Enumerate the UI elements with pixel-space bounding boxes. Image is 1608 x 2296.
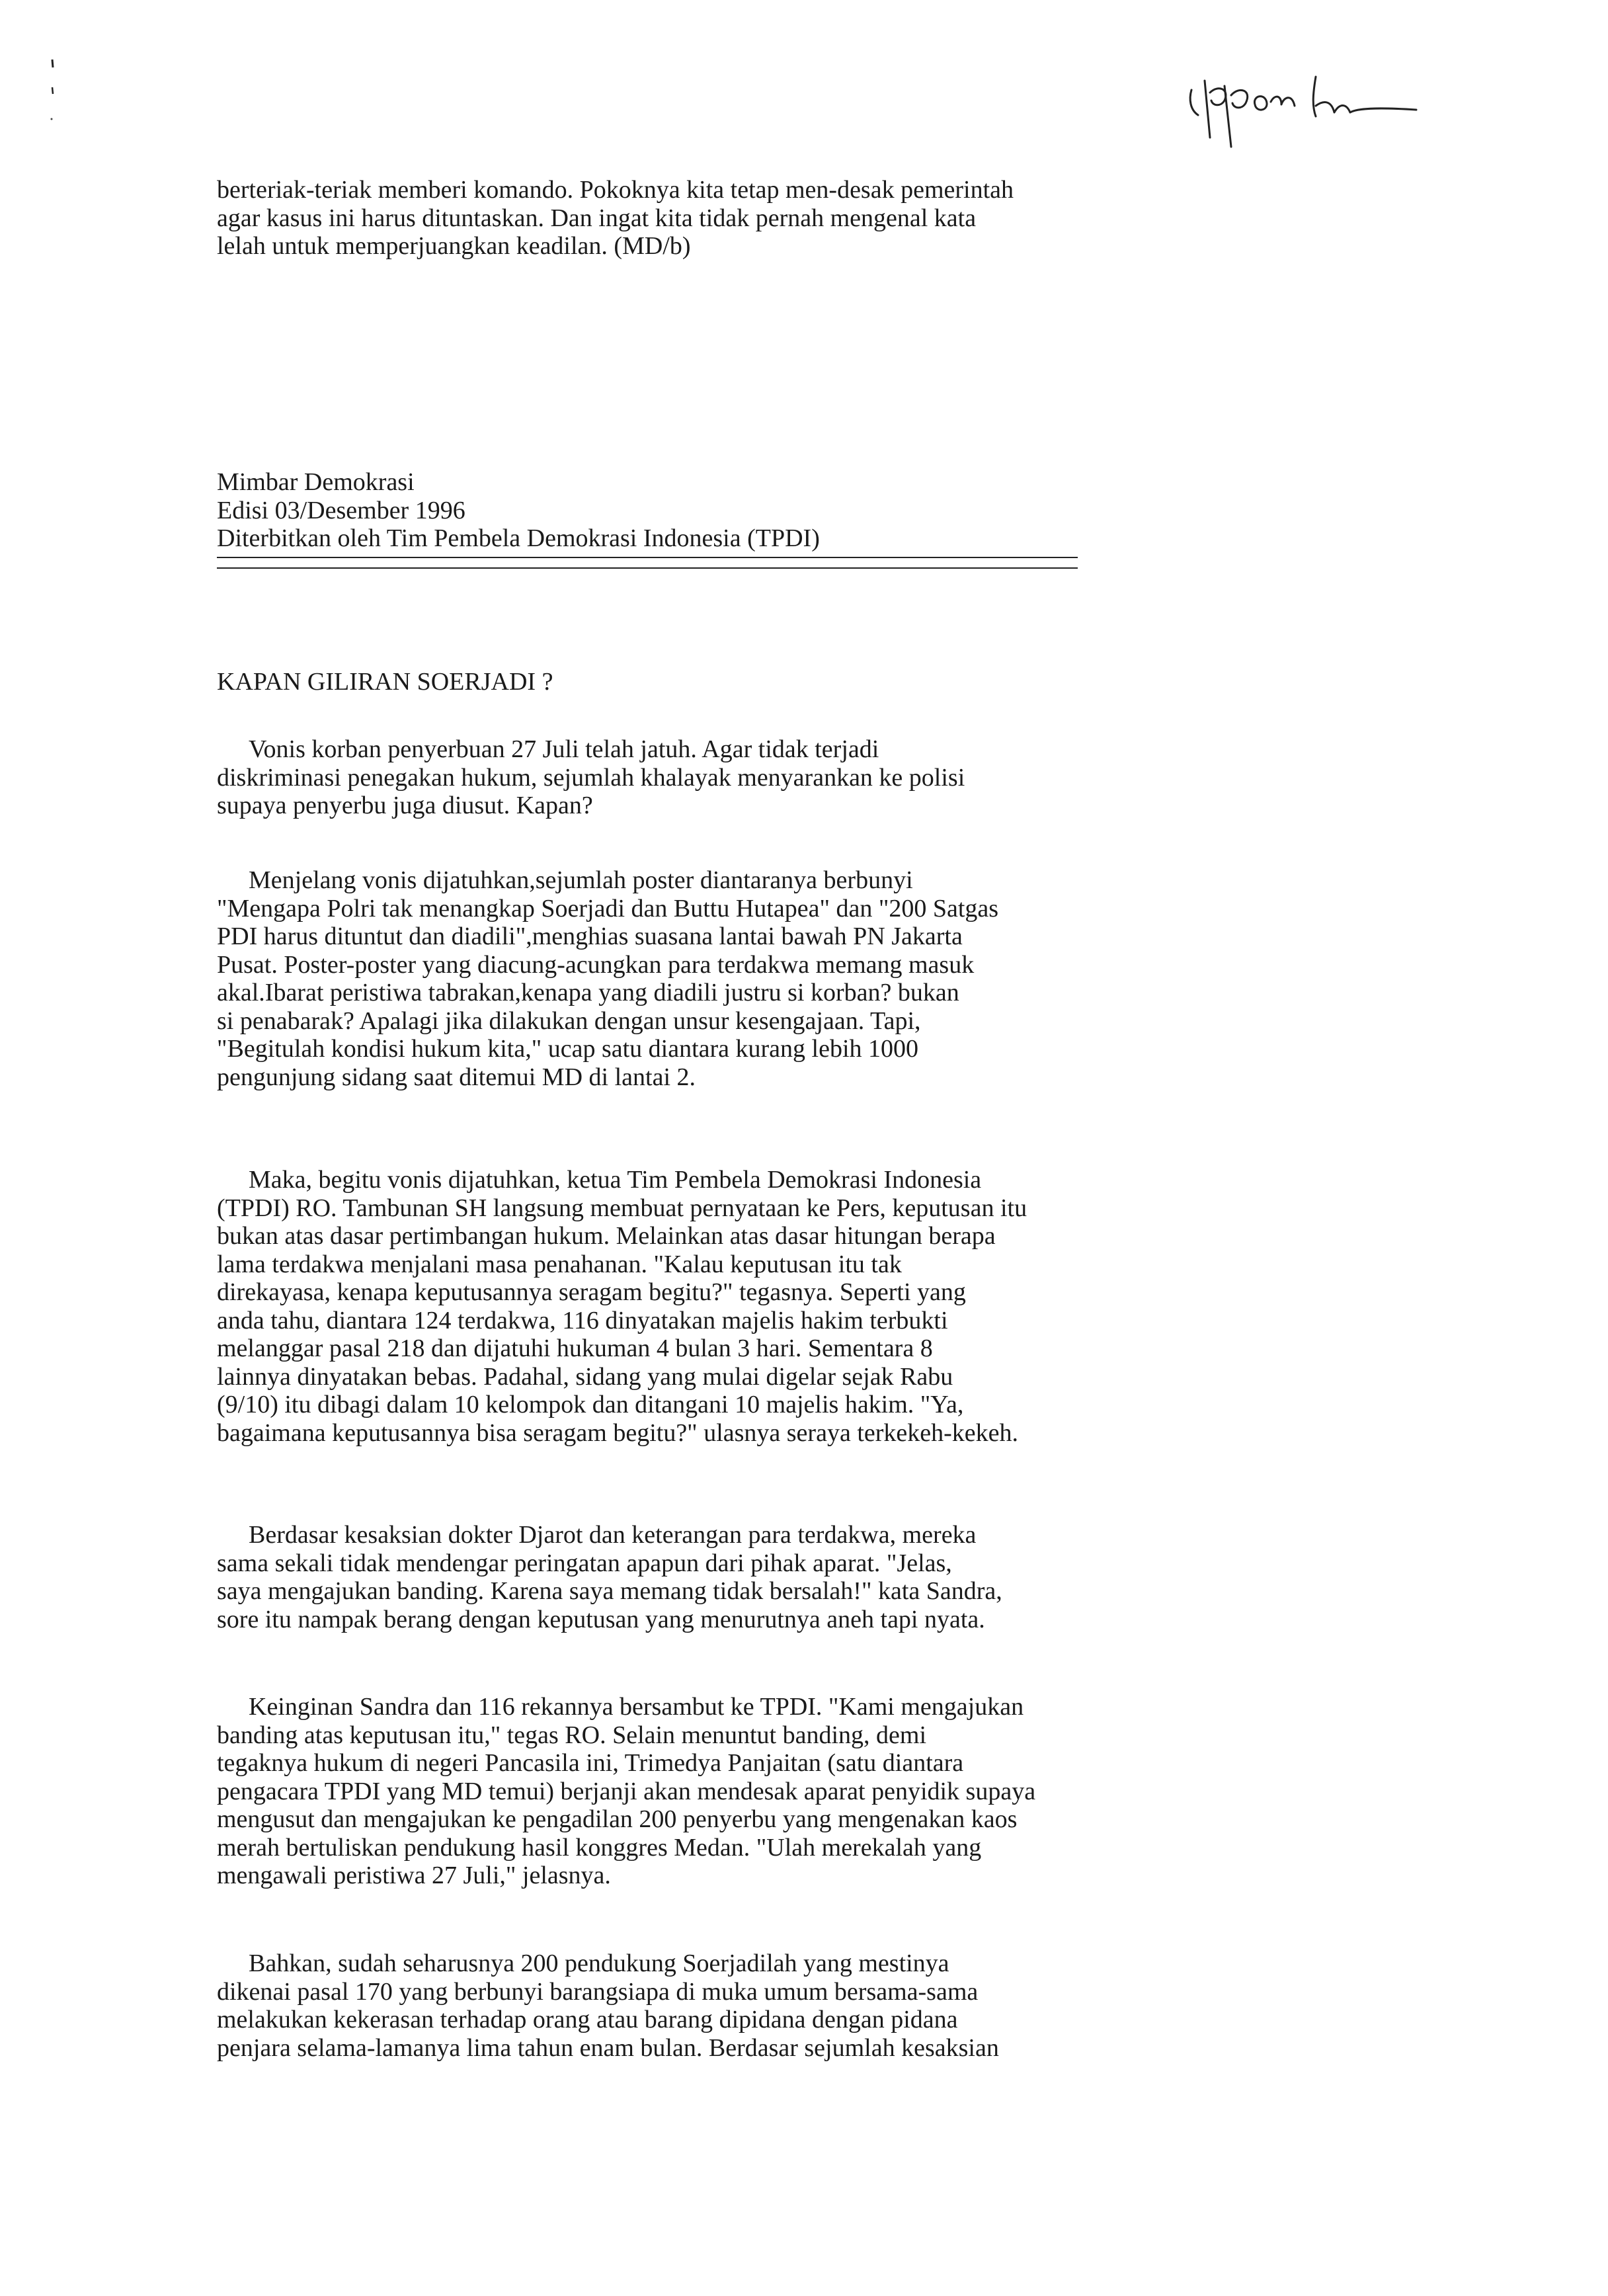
paragraph-line: melakukan kekerasan terhadap orang atau barang dipidana dengan pidana xyxy=(217,2006,958,2033)
handwritten-signature xyxy=(1184,66,1448,159)
article-paragraph-6 xyxy=(217,1949,1156,2062)
paragraph-line: (9/10) itu dibagi dalam 10 kelompok dan ditangani 10 majelis hakim. "Ya, xyxy=(217,1391,964,1418)
paragraph-line: merah bertuliskan pendukung hasil konggres Medan. "Ulah merekalah yang xyxy=(217,1833,982,1862)
intro-paragraph xyxy=(217,176,1156,261)
paragraph-line: lama terdakwa menjalani masa penahanan. "Kalau keputusan itu tak xyxy=(217,1250,902,1278)
paragraph-line: mengawali peristiwa 27 Juli," jelasnya. xyxy=(217,1862,611,1889)
paragraph-line: banding atas keputusan itu," tegas RO. Selain menuntut banding, demi xyxy=(217,1721,926,1749)
publication-name: Mimbar Demokrasi xyxy=(217,468,415,496)
margin-marks xyxy=(46,53,60,132)
paragraph-line: PDI harus dituntut dan diadili",menghias suasana lantai bawah PN Jakarta xyxy=(217,922,963,950)
paragraph-line: supaya penyerbu juga diusut. Kapan? xyxy=(217,792,593,819)
paragraph-line: lainnya dinyatakan bebas. Padahal, sidang yang mulai digelar sejak Rabu xyxy=(217,1362,953,1391)
paragraph-line: saya mengajukan banding. Karena saya memang tidak bersalah!" kata Sandra, xyxy=(217,1577,1002,1605)
headline-text: KAPAN GILIRAN SOERJADI ? xyxy=(217,668,553,696)
paragraph-line: si penabarak? Apalagi jika dilakukan dengan unsur kesengajaan. Tapi, xyxy=(217,1006,921,1035)
paragraph-line: Maka, begitu vonis dijatuhkan, ketua Tim Pembela Demokrasi Indonesia xyxy=(249,1166,982,1194)
paragraph-line: tegaknya hukum di negeri Pancasila ini, Trimedya Panjaitan (satu diantara xyxy=(217,1749,964,1777)
paragraph-line: akal.Ibarat peristiwa tabrakan,kenapa yang diadili justru si korban? bukan xyxy=(217,979,959,1006)
intro-line: lelah untuk memperjuangkan keadilan. (MD/b) xyxy=(217,232,691,260)
paragraph-line: melanggar pasal 218 dan dijatuhi hukuman 4 bulan 3 hari. Sementara 8 xyxy=(217,1334,933,1362)
article-paragraph-1 xyxy=(217,735,1156,820)
paragraph-line: "Mengapa Polri tak menangkap Soerjadi dan Buttu Hutapea" dan "200 Satgas xyxy=(217,894,999,922)
paragraph-line: mengusut dan mengajukan ke pengadilan 200 penyerbu yang mengenakan kaos xyxy=(217,1805,1018,1833)
paragraph-line: bagaimana keputusannya bisa seragam begitu?" ulasnya seraya terkekeh-kekeh. xyxy=(217,1418,1019,1447)
intro-line: berteriak-teriak memberi komando. Pokoknya kita tetap men-desak pemerintah xyxy=(217,176,1014,204)
paragraph-line: Vonis korban penyerbuan 27 Juli telah jatuh. Agar tidak terjadi xyxy=(249,735,879,763)
paragraph-line: Keinginan Sandra dan 116 rekannya bersambut ke TPDI. "Kami mengajukan xyxy=(249,1693,1024,1721)
paragraph-line: Berdasar kesaksian dokter Djarot dan keterangan para terdakwa, mereka xyxy=(249,1521,977,1549)
paragraph-line: dikenai pasal 170 yang berbunyi barangsiapa di muka umum bersama-sama xyxy=(217,1977,979,2006)
paragraph-line: sore itu nampak berang dengan keputusan yang menurutnya aneh tapi nyata. xyxy=(217,1605,985,1633)
double-rule-divider xyxy=(217,557,1078,569)
article-paragraph-4 xyxy=(217,1521,1156,1633)
paragraph-line: sama sekali tidak mendengar peringatan apapun dari pihak aparat. "Jelas, xyxy=(217,1549,952,1577)
article-paragraph-2 xyxy=(217,866,1156,1091)
paragraph-line: pengunjung sidang saat ditemui MD di lantai 2. xyxy=(217,1063,696,1091)
article-paragraph-3 xyxy=(217,1166,1156,1447)
publisher: Diterbitkan oleh Tim Pembela Demokrasi Indonesia (TPDI) xyxy=(217,524,820,552)
masthead xyxy=(217,468,1156,569)
paragraph-line: Menjelang vonis dijatuhkan,sejumlah poster diantaranya berbunyi xyxy=(249,866,913,894)
article-headline xyxy=(217,668,1156,696)
edition: Edisi 03/Desember 1996 xyxy=(217,496,465,524)
paragraph-line: bukan atas dasar pertimbangan hukum. Melainkan atas dasar hitungan berapa xyxy=(217,1222,996,1250)
paragraph-line: Pusat. Poster-poster yang diacung-acungkan para terdakwa memang masuk xyxy=(217,950,975,979)
paragraph-line: Bahkan, sudah seharusnya 200 pendukung Soerjadilah yang mestinya xyxy=(249,1949,949,1977)
paragraph-line: direkayasa, kenapa keputusannya seragam begitu?" tegasnya. Seperti yang xyxy=(217,1278,966,1306)
paragraph-line: penjara selama-lamanya lima tahun enam bulan. Berdasar sejumlah kesaksian xyxy=(217,2033,999,2062)
intro-line: agar kasus ini harus dituntaskan. Dan ingat kita tidak pernah mengenal kata xyxy=(217,204,977,232)
article-paragraph-5 xyxy=(217,1693,1156,1890)
paragraph-line: diskriminasi penegakan hukum, sejumlah khalayak menyarankan ke polisi xyxy=(217,763,965,792)
paragraph-line: "Begitulah kondisi hukum kita," ucap satu diantara kurang lebih 1000 xyxy=(217,1035,919,1063)
paragraph-line: anda tahu, diantara 124 terdakwa, 116 dinyatakan majelis hakim terbukti xyxy=(217,1306,948,1334)
paragraph-line: (TPDI) RO. Tambunan SH langsung membuat pernyataan ke Pers, keputusan itu xyxy=(217,1194,1027,1222)
paragraph-line: pengacara TPDI yang MD temui) berjanji akan mendesak aparat penyidik supaya xyxy=(217,1777,1036,1805)
